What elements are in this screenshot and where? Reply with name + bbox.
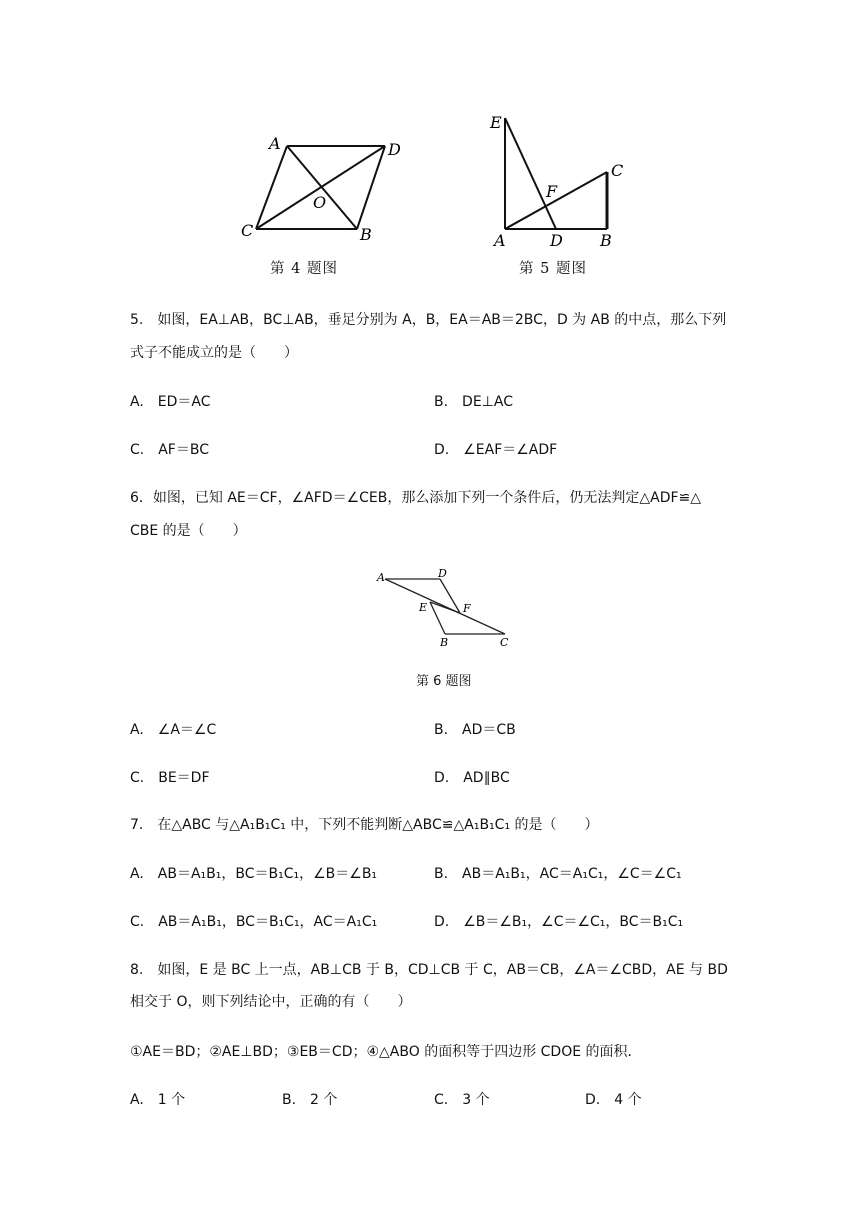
q5-stem-line2: 式子不能成立的是（ ）	[130, 345, 298, 361]
fig5-label-d: D	[550, 231, 563, 250]
q6-option-d[interactable]: D. AD∥BC	[434, 770, 510, 786]
fig4-segment-cd	[256, 146, 385, 229]
q8-statements: ①AE＝BD；②AE⊥BD；③EB＝CD；④△ABO 的面积等于四边形 CDOE 的面积．	[130, 1044, 642, 1060]
q5-option-b[interactable]: B. DE⊥AC	[434, 394, 513, 410]
q8-option-b[interactable]: B. 2 个	[282, 1092, 338, 1108]
fig5-label-b: B	[600, 231, 612, 250]
q5-option-c[interactable]: C. AF＝BC	[130, 442, 209, 458]
q5-option-a[interactable]: A. ED＝AC	[130, 394, 211, 410]
fig5-label-a: A	[494, 231, 506, 250]
figure-6-diagram	[372, 565, 517, 653]
q8-option-c[interactable]: C. 3 个	[434, 1092, 490, 1108]
q7-option-a[interactable]: A. AB＝A₁B₁，BC＝B₁C₁，∠B＝∠B₁	[130, 866, 378, 882]
q8-option-d[interactable]: D. 4 个	[585, 1092, 642, 1108]
q6-option-c[interactable]: C. BE＝DF	[130, 770, 210, 786]
figure-5-caption: 第 5 题图	[519, 261, 587, 277]
q5-stem-line1: 5. 如图，EA⊥AB，BC⊥AB，垂足分别为 A，B，EA＝AB＝2BC，D 为 AB 的中点，那么下列	[130, 312, 727, 328]
fig5-label-e: E	[490, 113, 502, 132]
q5-option-d[interactable]: D. ∠EAF＝∠ADF	[434, 442, 558, 458]
q8-option-a[interactable]: A. 1 个	[130, 1092, 186, 1108]
fig4-label-d: D	[388, 140, 401, 159]
fig4-label-b: B	[360, 225, 372, 244]
q7-option-d[interactable]: D. ∠B＝∠B₁，∠C＝∠C₁，BC＝B₁C₁	[434, 914, 684, 930]
q6-option-b[interactable]: B. AD＝CB	[434, 722, 516, 738]
figure-4-diagram	[236, 130, 416, 245]
fig6-label-b: B	[440, 636, 449, 649]
fig6-label-f: F	[463, 602, 471, 615]
q6-option-a[interactable]: A. ∠A＝∠C	[130, 722, 217, 738]
fig4-segment-ac	[256, 146, 287, 229]
fig5-label-f: F	[546, 182, 558, 201]
fig4-label-c: C	[241, 221, 254, 240]
fig4-label-a: A	[269, 134, 281, 153]
fig6-label-a: A	[377, 571, 385, 584]
q6-stem-line2: CBE 的是（ ）	[130, 523, 247, 539]
q7-option-b[interactable]: B. AB＝A₁B₁，AC＝A₁C₁，∠C＝∠C₁	[434, 866, 682, 882]
fig6-segment-df	[440, 579, 460, 613]
q7-stem: 7. 在△ABC 与△A₁B₁C₁ 中，下列不能判断△ABC≌△A₁B₁C₁ 的是（ ）	[130, 817, 599, 833]
q8-stem-line2: 相交于 O，则下列结论中，正确的有（ ）	[130, 994, 412, 1010]
q6-stem-line1: 6．如图，已知 AE＝CF，∠AFD＝∠CEB，那么添加下列一个条件后，仍无法判定△ADF≌△	[130, 490, 702, 506]
fig5-label-c: C	[611, 161, 624, 180]
figure-6-caption: 第 6 题图	[416, 674, 472, 689]
fig6-label-d: D	[438, 567, 447, 580]
figure-5-diagram	[484, 108, 634, 250]
q8-stem-line1: 8. 如图，E 是 BC 上一点，AB⊥CB 于 B，CD⊥CB 于 C，AB＝CB，∠A＝∠CBD，AE 与 BD	[130, 962, 728, 978]
fig5-segment-ed	[505, 118, 556, 229]
fig4-label-o: O	[313, 193, 327, 212]
fig6-label-e: E	[419, 601, 428, 614]
fig4-segment-db	[357, 146, 385, 229]
figure-4-caption: 第 4 题图	[270, 261, 338, 277]
q7-option-c[interactable]: C. AB＝A₁B₁，BC＝B₁C₁，AC＝A₁C₁	[130, 914, 378, 930]
fig6-label-c: C	[500, 636, 509, 649]
